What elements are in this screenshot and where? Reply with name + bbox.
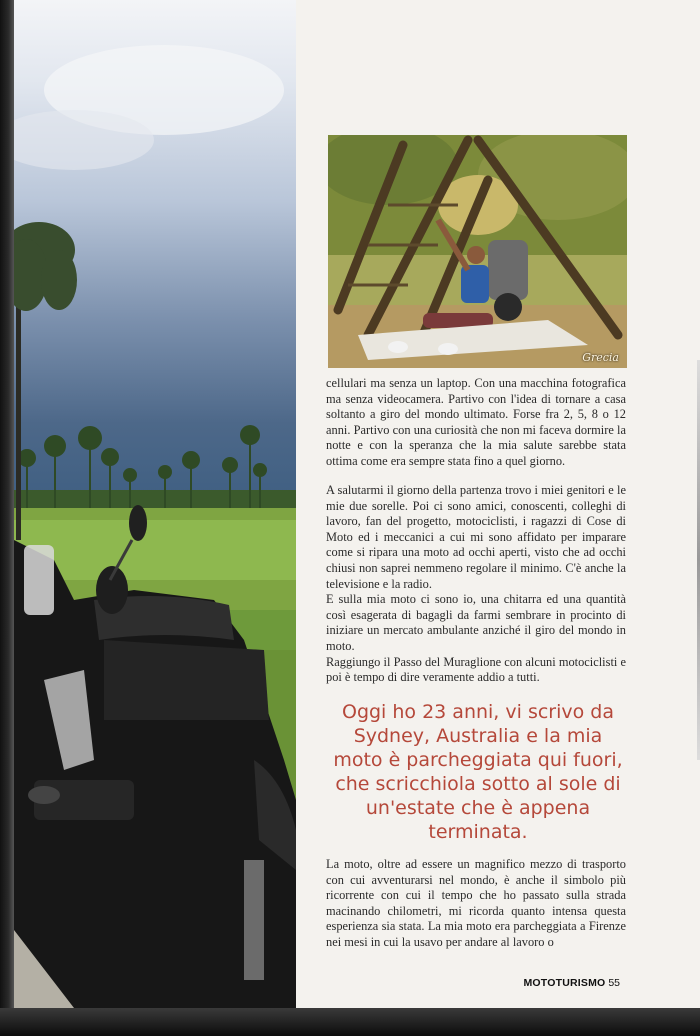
article-block-2 [326,483,626,686]
page-number: 55 [608,977,620,989]
scan-bottom-edge [0,1008,700,1036]
paragraph-4: Raggiungo il Passo del Muraglione con alcuni motociclisti e poi è tempo di dire veramente addio a tutti. [326,654,626,685]
article-block-3 [326,857,626,951]
pull-quote-text: Oggi ho 23 anni, vi scrivo da Sydney, Australia e la mia moto è parcheggiata qui fuori, che scricchiola sotto al sole di un'estate che è appena terminata. [333,701,623,843]
article-block-1 [326,376,626,470]
paragraph-1: cellulari ma senza un laptop. Con una macchina fotografica ma senza videocamera. Partivo con l'idea di tornare a casa soltanto a giro del mondo ultimato. Forse fra 2, 5, 8 o 12 anni. Partivo con una curiosità che non mi faceva dormire la notte e con la speranza che la mia salute sarebbe stata ottima come era sempre stata fino a quel giorno. [326,376,626,468]
magazine-name: MOTOTURISMO [523,977,606,989]
pull-quote [328,700,628,844]
paragraph-2: A salutarmi il giorno della partenza trovo i miei genitori e le mie due sorelle. Poi ci sono amici, conoscenti, colleghi di lavoro, fan del progetto, motociclisti, i ragazzi di Cose di Moto ed i meccanici a cui mi sono affidato per imparare come si ripara una moto ad occhi aperti, visto che ad occhi chiusi non saprei nemmeno regolare il minimo. C'è anche la televisione e la radio. [326,483,626,591]
paragraph-5: La moto, oltre ad essere un magnifico mezzo di trasporto con cui avventurarsi nel mondo, è anche il simbolo più ricorrente con cui il tempo che ho passato sulla strada macinando chilometri, mi ricorda quanto intensa questa esperienza sia stata. La mia moto era parcheggiata a Firenze nei mesi in cui la usavo per andare al lavoro o [326,857,626,949]
paragraph-3: E sulla mia moto ci sono io, una chitarra ed una quantità così esagerata di bagagli da farmi sembrare in procinto di iniziare un mercato ambulante anziché il giro del mondo in moto. [326,592,626,653]
photo-credit: Grecia [582,351,619,364]
photo-rider-under-frame [328,135,627,368]
photo-motorcycle-field [14,0,296,1008]
page-footer [523,977,620,989]
binding-shadow [0,0,14,1036]
